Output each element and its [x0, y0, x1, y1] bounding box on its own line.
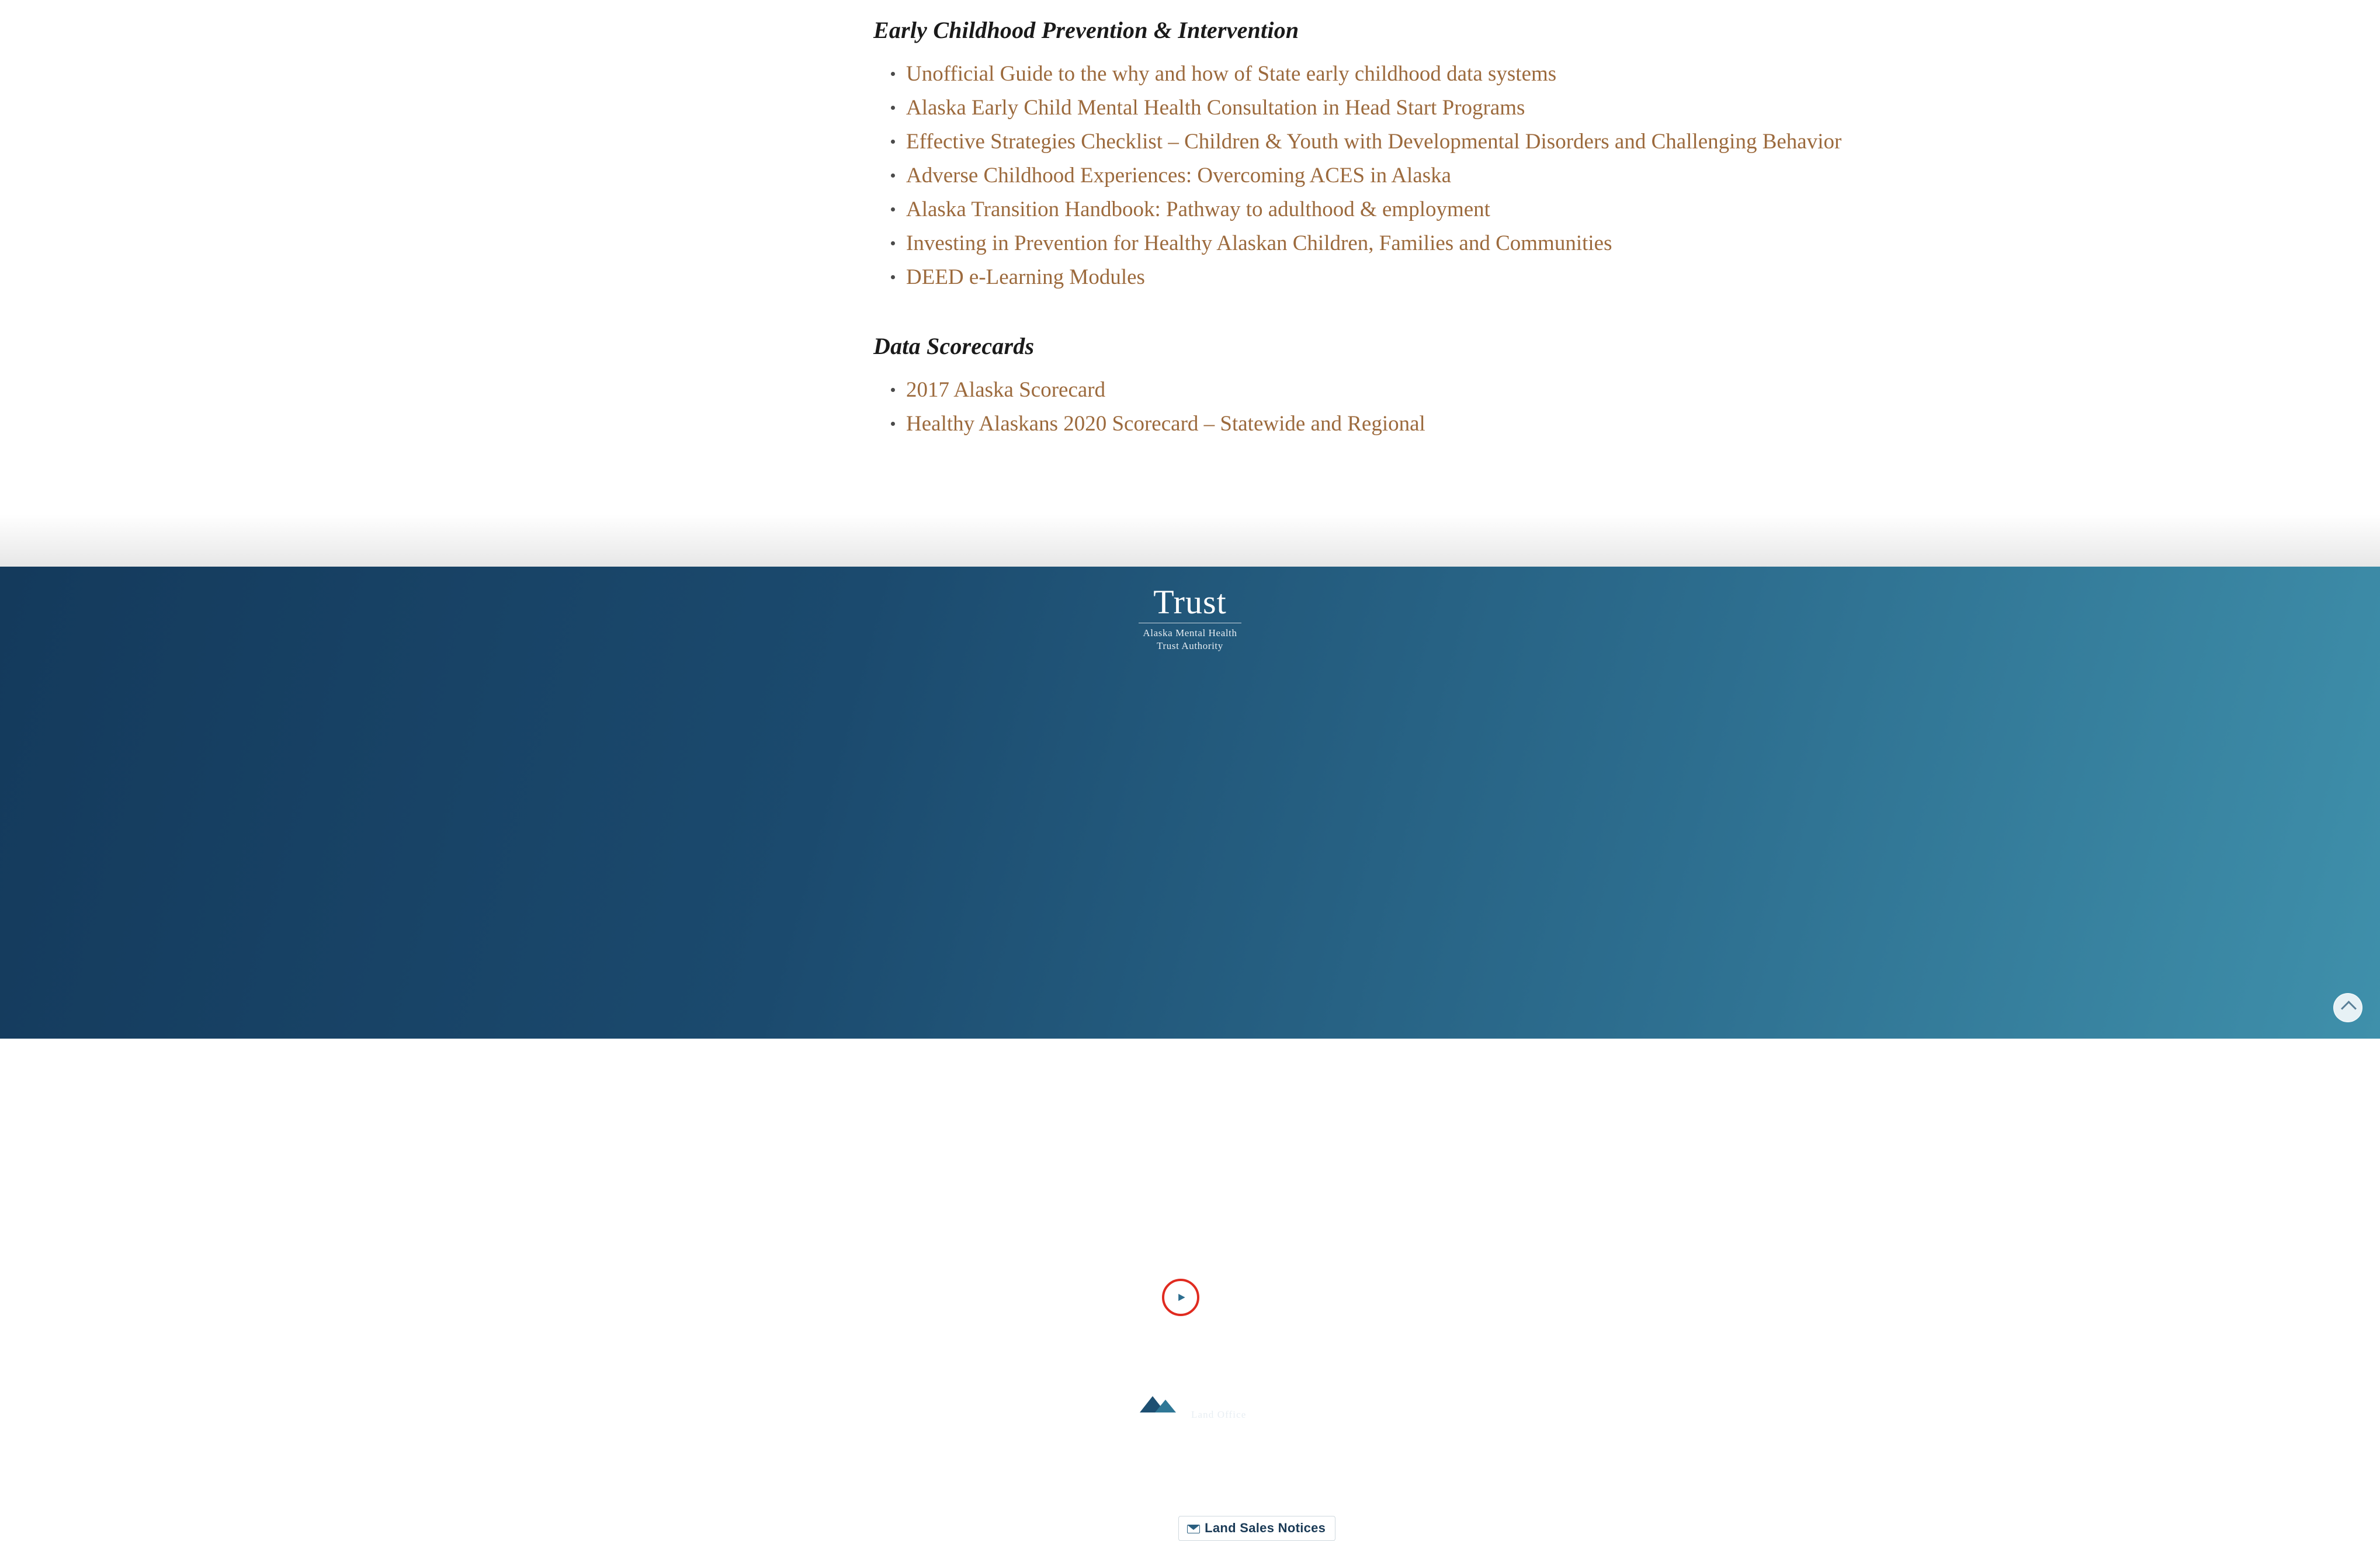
list-item — [873, 228, 1866, 258]
footer-link-grants[interactable]: GRANTS — [990, 1235, 1056, 1252]
resource-link[interactable]: 2017 Alaska Scorecard — [906, 378, 1106, 402]
link-list-early-childhood — [873, 59, 1866, 292]
list-item — [873, 161, 1866, 190]
resource-link[interactable]: DEED e-Learning Modules — [906, 265, 1145, 289]
section-heading-early-childhood: Early Childhood Prevention & Intervention — [873, 17, 1299, 43]
footer-link-advocacy[interactable]: ADVOCACY — [1323, 1235, 1411, 1252]
resources-content — [873, 16, 1866, 443]
trust-authority-logo[interactable] — [0, 585, 2380, 653]
footer-nav-authority — [0, 1235, 2380, 1252]
resource-link[interactable]: Effective Strategies Checklist – Children & Youth with Developmental Disorders and Challenging Behavior — [906, 130, 1842, 154]
section-heading-data-scorecards: Data Scorecards — [873, 333, 1035, 359]
youtube-icon[interactable] — [1167, 1284, 1194, 1311]
resource-link[interactable]: Alaska Transition Handbook: Pathway to adulthood & employment — [906, 197, 1490, 221]
trust-land-office-logo[interactable] — [0, 1383, 2380, 1422]
instagram-icon[interactable] — [1127, 1285, 1153, 1310]
footer-link-what-we-do[interactable]: WHAT WE DO — [1085, 1235, 1188, 1252]
footer-land-contact-row — [0, 1516, 2380, 1541]
section-gap — [873, 296, 1866, 332]
facebook-icon[interactable] — [1045, 1516, 1069, 1541]
facebook-icon[interactable] — [1087, 1284, 1113, 1311]
resource-link[interactable]: Investing in Prevention for Healthy Alaskan Children, Families and Communities — [906, 231, 1612, 255]
envelope-icon — [1187, 1525, 1200, 1533]
footer-link-land-and-land-sales[interactable]: LAND AND LAND SALES — [785, 1462, 954, 1478]
footer-link-minerals-and-materials[interactable]: MINERALS AND MATERIALS — [1066, 1462, 1262, 1478]
mountain-icon — [1134, 1384, 1181, 1421]
footer-link-beneficiaries[interactable]: BENEFICIARIES — [839, 1235, 960, 1252]
link-list-data-scorecards — [873, 375, 1866, 439]
land-sales-notices-button[interactable] — [1178, 1516, 1335, 1541]
list-item — [873, 375, 1866, 405]
logo-wordmark: Trust — [1153, 583, 1227, 621]
footer-social-row — [0, 1284, 2380, 1311]
footer-link-energy[interactable]: ENERGY — [1278, 1462, 1340, 1478]
list-item — [873, 262, 1866, 292]
list-item — [873, 59, 1866, 89]
back-to-top-button[interactable] — [2333, 993, 2362, 1022]
footer-link-general-permits[interactable]: GENERAL PERMITS — [491, 1462, 630, 1478]
land-sales-notices-label: Land Sales Notices — [1205, 1521, 1326, 1535]
footer-divider — [595, 1352, 1784, 1353]
site-footer — [0, 567, 2380, 1536]
footer-link-resources[interactable]: RESOURCES — [1441, 1235, 1541, 1252]
footer-link-land-use-application[interactable]: LAND USE APPLICATION — [301, 1462, 476, 1478]
resource-link[interactable]: Adverse Childhood Experiences: Overcoming ACES in Alaska — [906, 164, 1452, 188]
footer-phone-authority[interactable]: 907-269-7960 — [1205, 1289, 1301, 1306]
list-item — [873, 93, 1866, 123]
footer-link-connect[interactable]: CONNECT — [1469, 1462, 1542, 1478]
footer-phone-land-office[interactable]: 907-269-8658 — [1075, 1520, 1170, 1536]
list-item — [873, 195, 1866, 224]
logo-subtitle-line1: Alaska Mental Health — [1143, 627, 1237, 638]
land-office-wordmark — [1191, 1383, 1246, 1422]
footer-link-real-estate[interactable]: REAL ESTATE — [1356, 1462, 1453, 1478]
resource-link[interactable]: Alaska Early Child Mental Health Consultation in Head Start Programs — [906, 96, 1525, 120]
page-content — [0, 0, 2380, 567]
land-office-word2: Land Office — [1191, 1409, 1247, 1420]
land-office-word1: Trust — [1191, 1382, 1244, 1409]
content-footer-separator — [0, 514, 2380, 567]
footer-nav-land-office — [0, 1462, 2380, 1478]
list-item — [873, 127, 1866, 157]
footer-link-public-notices[interactable]: PUBLIC NOTICES — [646, 1462, 769, 1478]
list-item — [873, 409, 1866, 439]
resource-link[interactable]: Healthy Alaskans 2020 Scorecard – Statewide and Regional — [906, 412, 1425, 436]
footer-link-support-beneficiaries[interactable]: HOW DOES THE TRUST LAND OFFICE SUPPORT TRUST BENEFICIARIES? — [1557, 1462, 2079, 1478]
logo-subtitle-line2: Trust Authority — [1157, 640, 1223, 651]
footer-link-forestry[interactable]: FORESTRY — [970, 1462, 1050, 1478]
resource-link[interactable]: Unofficial Guide to the why and how of State early childhood data systems — [906, 62, 1557, 86]
footer-link-contact[interactable]: CONTACT — [1218, 1235, 1293, 1252]
